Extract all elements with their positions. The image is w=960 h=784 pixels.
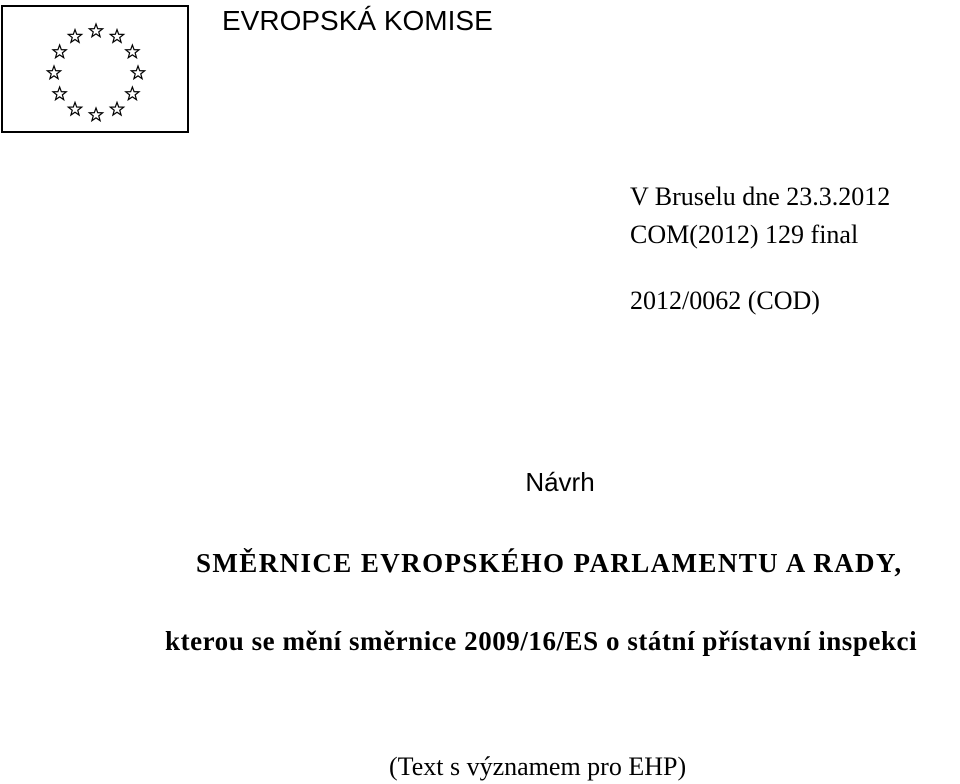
star-circle (3, 7, 187, 131)
procedure-number: 2012/0062 (COD) (630, 286, 820, 315)
star-icon (68, 30, 81, 43)
star-icon (53, 45, 66, 58)
star-icon (89, 24, 102, 37)
star-icon (126, 87, 139, 100)
place-and-date: V Bruselu dne 23.3.2012 (630, 182, 891, 211)
star-icon (53, 87, 66, 100)
eu-emblem-logo (1, 5, 189, 133)
star-icon (126, 45, 139, 58)
directive-subtitle: kterou se mění směrnice 2009/16/ES o státní přístavní inspekci (165, 626, 918, 656)
star-icon (110, 102, 123, 115)
star-icon (89, 108, 102, 121)
eea-relevance-note: (Text s významem pro EHP) (389, 752, 687, 781)
star-icon (47, 66, 60, 79)
star-icon (131, 66, 144, 79)
star-icon (110, 30, 123, 43)
star-icon (68, 102, 81, 115)
institution-name: EVROPSKÁ KOMISE (222, 5, 493, 36)
document-number: COM(2012) 129 final (630, 220, 859, 249)
directive-title: SMĚRNICE EVROPSKÉHO PARLAMENTU A RADY, (196, 548, 903, 578)
document-type: Návrh (525, 467, 595, 497)
